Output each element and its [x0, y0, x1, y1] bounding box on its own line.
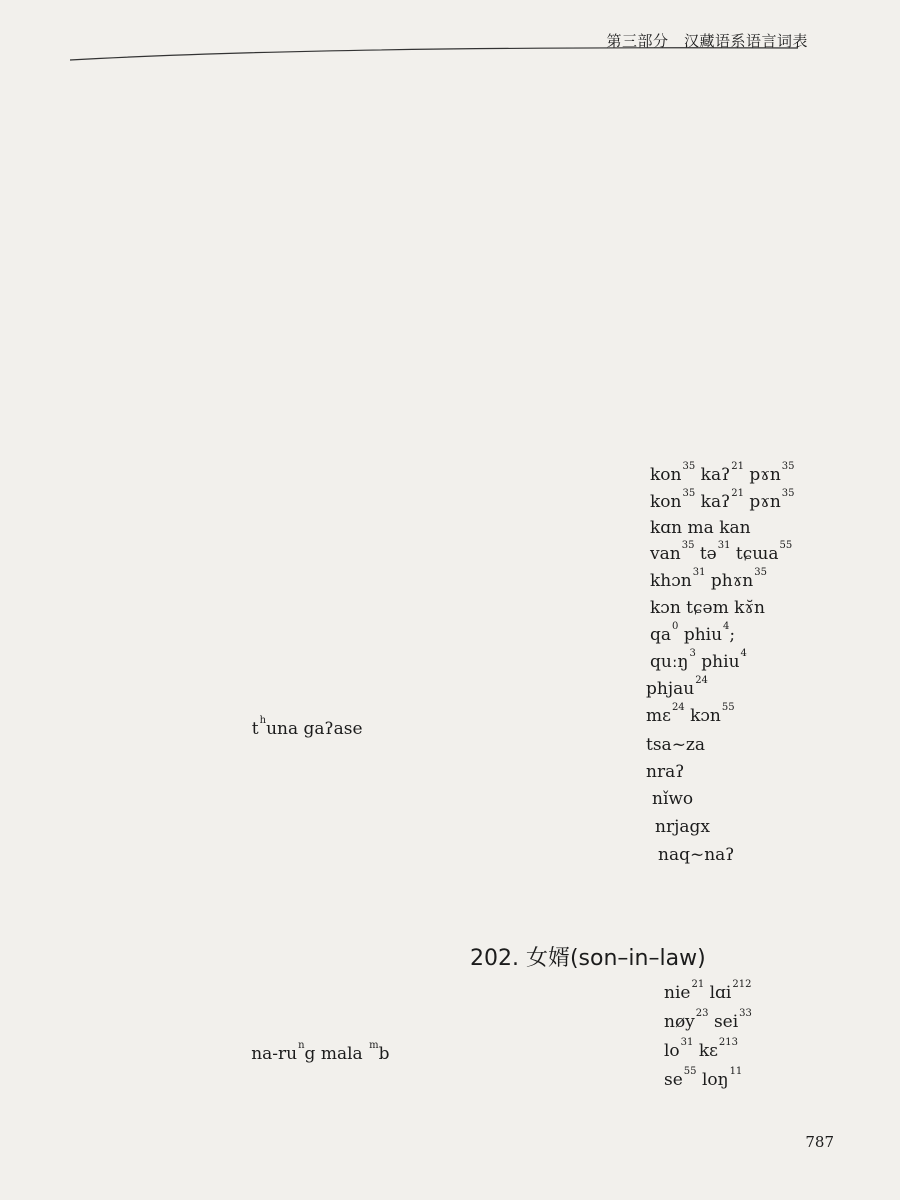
syllable: quːŋ	[650, 652, 689, 672]
tone-superscript: 31	[717, 540, 731, 551]
form-entry	[652, 791, 693, 808]
syllable: qa	[650, 625, 672, 645]
syllable: na-ru	[251, 1043, 298, 1064]
form-entry	[650, 488, 795, 512]
syllable: khɔn	[650, 571, 692, 591]
tone-superscript: 55	[779, 540, 793, 551]
syllable: b	[378, 1043, 390, 1064]
header-rule	[70, 40, 798, 66]
syllable: kon	[650, 465, 682, 485]
syllable: naq~naʔ	[658, 845, 735, 865]
syllable: phjau	[646, 679, 695, 699]
syllable: ;	[729, 625, 736, 645]
tone-superscript: 31	[680, 1037, 694, 1048]
syllable: lo	[664, 1041, 680, 1061]
form-entry	[646, 737, 705, 754]
form-entry	[646, 675, 708, 699]
tone-superscript: 33	[739, 1008, 752, 1019]
form-entry	[650, 540, 793, 564]
tone-superscript: 4	[740, 648, 747, 659]
form-entry	[646, 764, 684, 781]
tone-superscript: 35	[754, 567, 767, 578]
syllable: kɛ	[698, 1041, 718, 1061]
syllable: nrjagx	[655, 817, 710, 837]
tone-superscript: m	[369, 1039, 379, 1051]
tone-superscript: 31	[692, 567, 706, 578]
syllable: phiu	[683, 625, 723, 645]
form-entry	[650, 567, 767, 591]
syllable: pɤn	[749, 465, 781, 485]
syllable: se	[664, 1070, 683, 1090]
syllable: tə	[699, 544, 717, 564]
syllable: kɔn tɕəm kɤ̆n	[650, 598, 765, 618]
syllable: nie	[664, 983, 691, 1003]
form-entry	[646, 702, 735, 726]
tone-superscript: 213	[718, 1037, 739, 1048]
tone-superscript: 21	[731, 461, 744, 472]
syllable: nǐwo	[652, 789, 694, 809]
tone-superscript: 35	[682, 488, 696, 499]
form-entry	[251, 715, 363, 740]
syllable: g mala	[304, 1043, 369, 1064]
tone-superscript: 35	[681, 540, 695, 551]
section-form	[664, 1037, 739, 1061]
page-number: 787	[805, 1133, 834, 1151]
tone-superscript: 21	[691, 979, 705, 990]
page-header: 第三部分 汉藏语系语言词表	[606, 32, 808, 50]
syllable: loŋ	[701, 1070, 729, 1090]
section-form	[664, 979, 752, 1003]
tone-superscript: 4	[723, 621, 730, 632]
tone-superscript: 35	[682, 461, 696, 472]
section-title: 202. 女婿(son–in–law)	[470, 946, 706, 971]
form-entry	[655, 819, 710, 836]
section-form	[664, 1008, 752, 1032]
tone-superscript: 24	[671, 702, 685, 713]
syllable: phiu	[701, 652, 740, 672]
tone-superscript: 35	[781, 488, 795, 499]
syllable: pɤn	[749, 492, 781, 512]
tone-superscript: 3	[689, 648, 696, 659]
syllable: tsa~za	[646, 735, 706, 755]
syllable: kaʔ	[700, 465, 731, 485]
tone-superscript: 55	[721, 702, 735, 713]
tone-superscript: 212	[732, 979, 752, 990]
syllable: nraʔ	[646, 762, 685, 782]
form-entry	[650, 621, 736, 645]
form-entry	[658, 847, 734, 864]
syllable: kon	[650, 492, 682, 512]
syllable: lɑi	[709, 983, 732, 1003]
tone-superscript: 0	[672, 621, 679, 632]
form-entry	[650, 600, 765, 617]
tone-superscript: n	[298, 1039, 305, 1051]
form-entry	[650, 648, 747, 672]
tone-superscript: h	[259, 715, 267, 727]
syllable: sei	[713, 1012, 739, 1032]
syllable: una gaʔase	[266, 719, 363, 740]
syllable: phɤn	[710, 571, 754, 591]
tone-superscript: 11	[729, 1066, 743, 1077]
syllable: mɛ	[646, 706, 671, 726]
syllable: kaʔ	[700, 492, 731, 512]
syllable: t	[251, 719, 259, 740]
tone-superscript: 21	[731, 488, 744, 499]
syllable: nøy	[664, 1012, 695, 1032]
syllable: tɕɯa	[735, 544, 779, 564]
syllable: kɑn ma kan	[650, 518, 751, 538]
tone-superscript: 24	[695, 675, 708, 686]
tone-superscript: 35	[781, 461, 795, 472]
tone-superscript: 23	[695, 1008, 709, 1019]
syllable: van	[650, 544, 681, 564]
syllable: kɔn	[690, 706, 721, 726]
tone-superscript: 55	[683, 1066, 697, 1077]
section-form	[664, 1066, 743, 1090]
form-entry	[650, 461, 795, 485]
form-entry	[251, 1039, 390, 1064]
form-entry	[650, 520, 751, 537]
